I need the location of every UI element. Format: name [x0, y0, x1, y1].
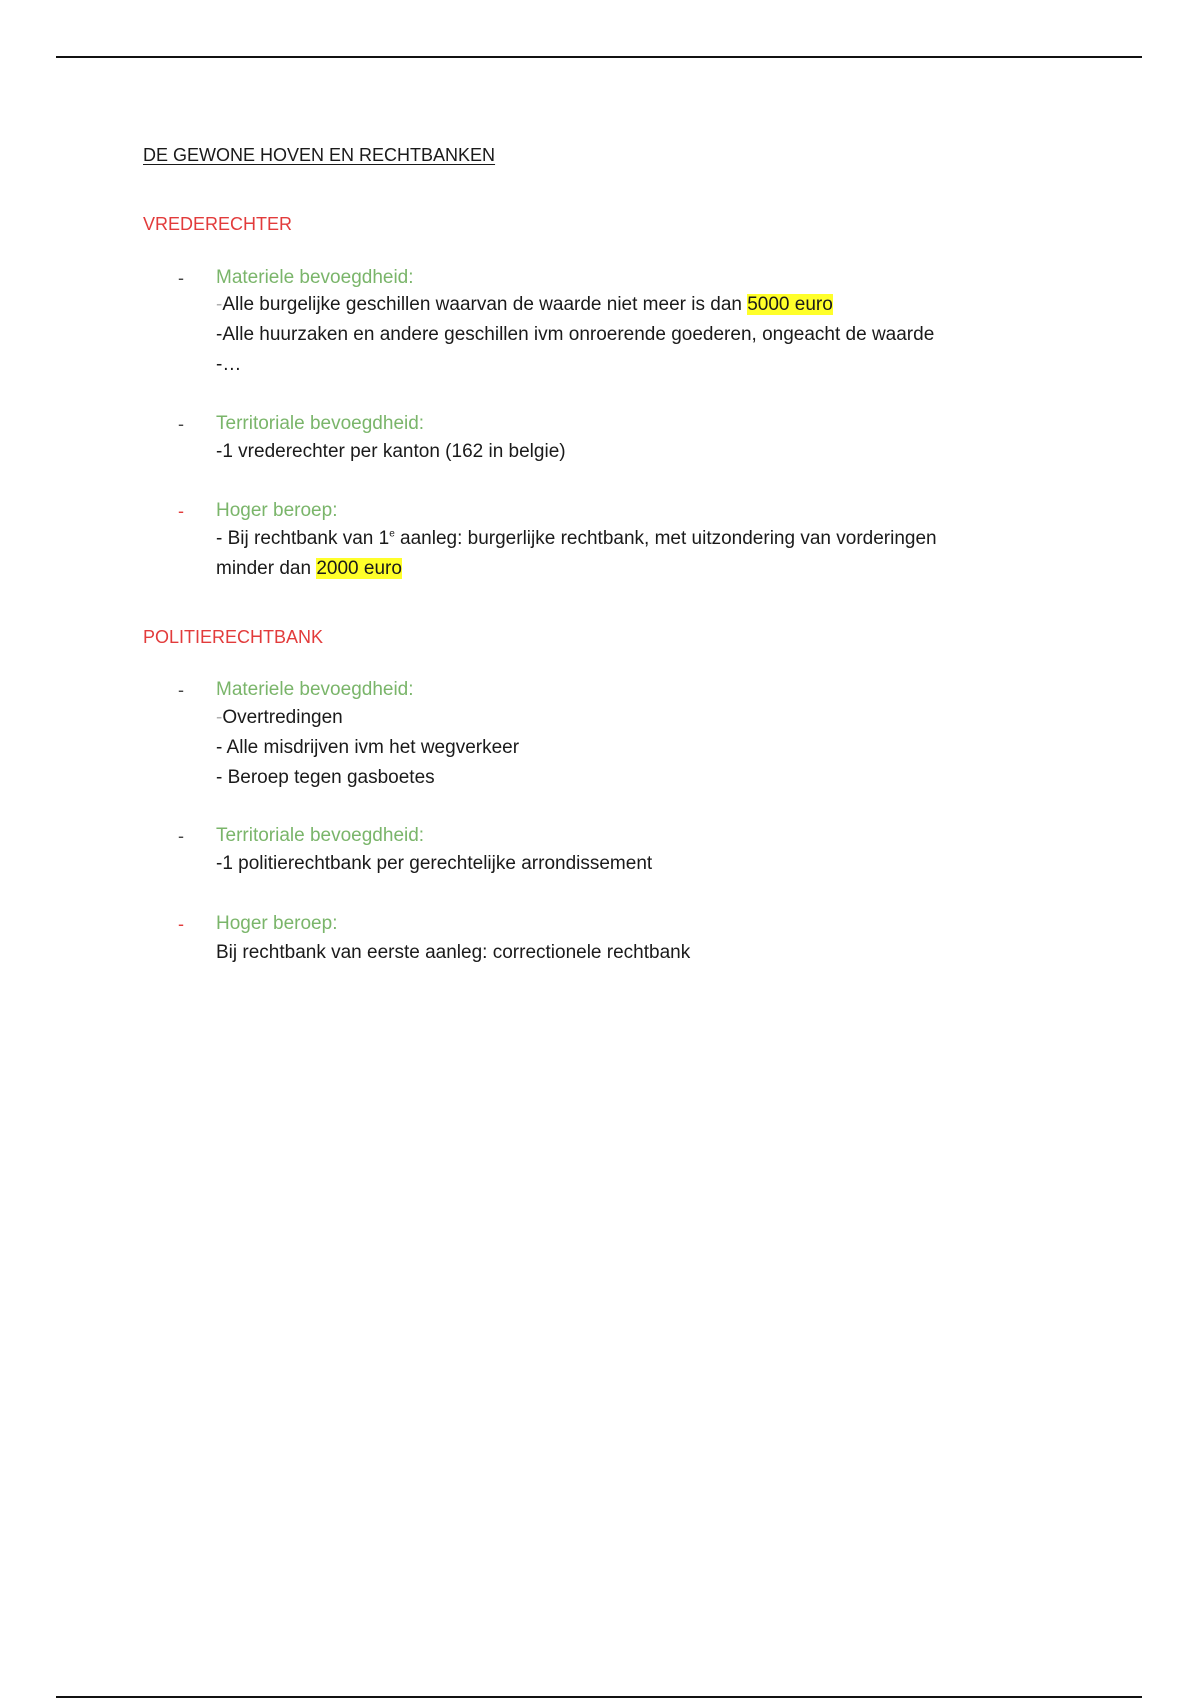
item-heading-materiele: Materiele bevoegdheid: [216, 679, 414, 700]
line-text: -Alle huurzaken en andere geschillen ivm onroerende goederen, ongeacht de waarde [216, 324, 935, 345]
line-text: Overtredingen [222, 707, 343, 728]
section-heading-vrederechter: VREDERECHTER [143, 214, 293, 234]
item-body-territoriale [216, 437, 1016, 467]
line-prefix: - [216, 294, 223, 315]
line-text: Bij rechtbank van eerste aanleg: correctionele rechtbank [216, 942, 691, 963]
highlighted-amount: 5000 euro [747, 294, 833, 315]
list-bullet: - [178, 501, 184, 521]
line-text: aanleg: burgerlijke rechtbank, met uitzondering van vorderingen [394, 528, 937, 549]
body-line [216, 849, 1016, 879]
line-text: minder dan [216, 558, 317, 579]
list-bullet: - [178, 414, 184, 434]
line-text: - Bij rechtbank van 1 [216, 528, 390, 549]
document-title: DE GEWONE HOVEN EN RECHTBANKEN [143, 145, 496, 165]
line-text: -1 politierechtbank per gerechtelijke arrondissement [216, 853, 653, 874]
item-heading-territoriale: Territoriale bevoegdheid: [216, 413, 425, 434]
item-heading-territoriale: Territoriale bevoegdheid: [216, 825, 425, 846]
line-text: - Alle misdrijven ivm het wegverkeer [216, 737, 520, 758]
line-prefix: - [216, 707, 223, 728]
line-text: -… [216, 354, 242, 375]
body-line [216, 703, 1016, 733]
item-body-materiele [216, 290, 1016, 380]
body-line [216, 733, 1016, 763]
list-bullet: - [178, 680, 184, 700]
highlighted-amount: 2000 euro [316, 558, 402, 579]
body-line [216, 524, 1016, 554]
line-text: - Beroep tegen gasboetes [216, 767, 435, 788]
item-heading-hoger-beroep: Hoger beroep: [216, 500, 338, 521]
body-line [216, 763, 1016, 793]
item-body-hoger-beroep [216, 524, 1016, 584]
body-line [216, 437, 1016, 467]
line-text: Alle burgelijke geschillen waarvan de waarde niet meer is dan [222, 294, 748, 315]
body-line [216, 554, 1016, 584]
item-body-materiele [216, 703, 1016, 793]
list-bullet: - [178, 268, 184, 288]
list-bullet: - [178, 826, 184, 846]
body-line [216, 350, 1016, 380]
item-body-hoger-beroep [216, 938, 1016, 968]
body-line [216, 938, 1016, 968]
body-line [216, 290, 1016, 320]
item-heading-hoger-beroep: Hoger beroep: [216, 913, 338, 934]
list-bullet: - [178, 914, 184, 934]
item-body-territoriale [216, 849, 1016, 879]
section-heading-politierechtbank: POLITIERECHTBANK [143, 627, 324, 647]
superscript: e [389, 528, 395, 540]
header-rule [56, 56, 1142, 58]
body-line [216, 320, 1016, 350]
item-heading-materiele: Materiele bevoegdheid: [216, 267, 414, 288]
footer-rule [56, 1696, 1142, 1698]
line-text: -1 vrederechter per kanton (162 in belgie) [216, 441, 566, 462]
